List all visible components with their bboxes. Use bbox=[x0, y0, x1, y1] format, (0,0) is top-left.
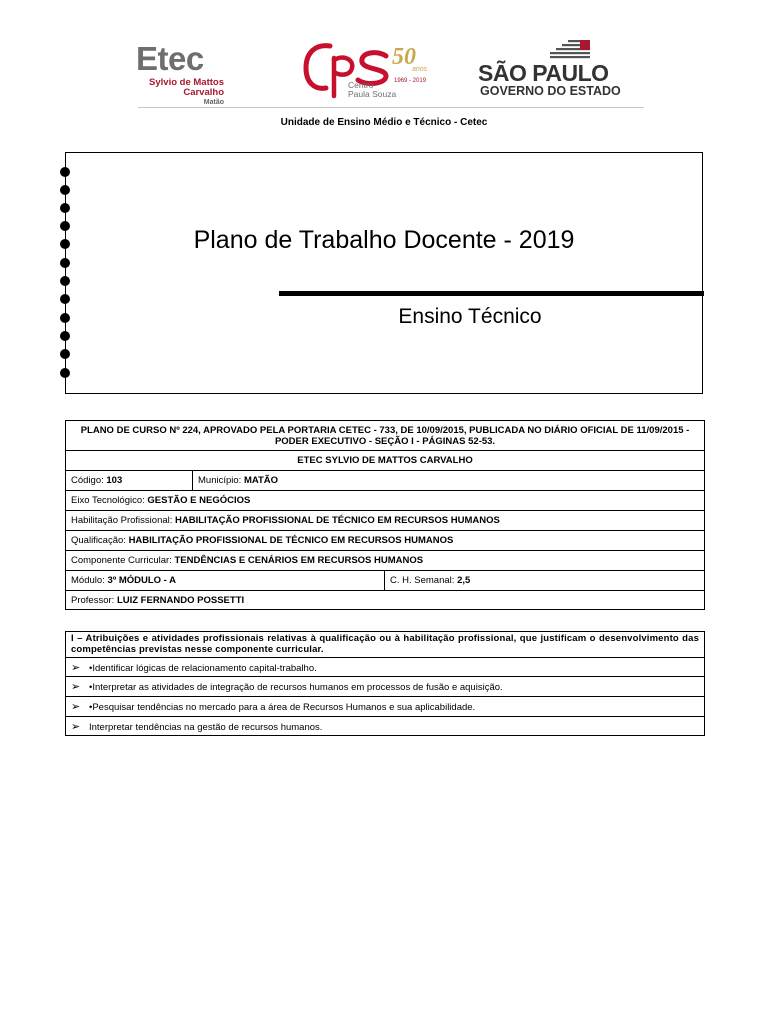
etec-logo-city: Matão bbox=[203, 99, 224, 106]
binder-ring bbox=[60, 258, 70, 268]
list-item bbox=[66, 697, 705, 717]
table-row bbox=[66, 471, 705, 491]
attribution-text: •Pesquisar tendências no mercado para a área de Recursos Humanos e sua aplicabilidade. bbox=[89, 702, 476, 713]
code-label: Código: bbox=[71, 475, 107, 486]
title-box bbox=[65, 152, 703, 394]
course-info-table bbox=[65, 420, 705, 610]
city-label: Município: bbox=[198, 475, 244, 486]
qualification-cell bbox=[66, 531, 705, 551]
attribution-item bbox=[66, 717, 705, 736]
course-plan-cell: PLANO DE CURSO Nº 224, APROVADO PELA PORTARIA CETEC - 733, DE 10/09/2015, PUBLICADA NO DIÁRIO OFICIAL DE 11/09/2015 - PODER EXECUTIVO - SEÇÃO I - PÁGINAS 52-53. bbox=[66, 421, 705, 451]
module-value: 3º MÓDULO - A bbox=[107, 575, 176, 586]
code-cell bbox=[66, 471, 193, 491]
list-item bbox=[66, 717, 705, 736]
attribution-item bbox=[66, 677, 705, 697]
table-row bbox=[66, 551, 705, 571]
binder-ring bbox=[60, 349, 70, 359]
title-divider bbox=[279, 291, 704, 296]
etec-logo-school-line1: Sylvio de Mattos bbox=[149, 77, 224, 88]
city-value: MATÃO bbox=[243, 475, 279, 486]
habilitation-cell bbox=[66, 511, 705, 531]
unit-heading: Unidade de Ensino Médio e Técnico - Cetec bbox=[280, 117, 488, 128]
binder-ring bbox=[60, 185, 70, 195]
page-title: Plano de Trabalho Docente - 2019 bbox=[193, 226, 575, 254]
component-label: Componente Curricular: bbox=[71, 555, 175, 566]
qualification-value: HABILITAÇÃO PROFISSIONAL DE TÉCNICO EM RECURSOS HUMANOS bbox=[128, 535, 454, 546]
professor-value: LUIZ FERNANDO POSSETTI bbox=[116, 594, 245, 606]
sao-paulo-logo bbox=[478, 40, 630, 102]
sao-paulo-logo-subtitle: GOVERNO DO ESTADO bbox=[480, 84, 621, 98]
attributions-table bbox=[65, 631, 705, 736]
axis-label: Eixo Tecnológico: bbox=[71, 495, 148, 506]
arrow-bullet-icon: ➢ bbox=[71, 701, 81, 713]
table-row bbox=[66, 491, 705, 511]
sao-paulo-logo-name: SÃO PAULO bbox=[478, 60, 609, 86]
etec-logo bbox=[136, 42, 228, 108]
code-value: 103 bbox=[106, 475, 123, 486]
attribution-text: •Interpretar as atividades de integração de recursos humanos em processos de fusão e aquisição. bbox=[89, 682, 503, 693]
cps-logo-org-line2: Paula Souza bbox=[348, 89, 397, 99]
etec-logo-wordmark: Etec bbox=[136, 40, 204, 77]
attribution-item bbox=[66, 697, 705, 717]
arrow-bullet-icon: ➢ bbox=[71, 720, 81, 733]
etec-logo-school-line2: Carvalho bbox=[183, 87, 224, 98]
list-item bbox=[66, 658, 705, 677]
table-row bbox=[66, 632, 705, 658]
attribution-text: Interpretar tendências na gestão de recursos humanos. bbox=[89, 721, 323, 733]
table-row bbox=[66, 571, 705, 591]
weekly-hours-label: C. H. Semanal: bbox=[390, 575, 458, 586]
binder-ring bbox=[60, 276, 70, 286]
module-cell bbox=[66, 571, 385, 591]
cps-logo-years: 1969 - 2019 bbox=[394, 78, 427, 84]
sao-paulo-flag-icon bbox=[550, 40, 590, 62]
professor-cell bbox=[66, 591, 705, 610]
table-row bbox=[66, 421, 705, 451]
school-name-cell: ETEC SYLVIO DE MATTOS CARVALHO bbox=[66, 451, 705, 471]
cps-logo-anniversary-word: anos bbox=[412, 66, 428, 73]
table-row bbox=[66, 511, 705, 531]
professor-label: Professor: bbox=[71, 594, 117, 606]
table-row bbox=[66, 451, 705, 471]
habilitation-label: Habilitação Profissional: bbox=[71, 515, 176, 526]
weekly-hours-value: 2,5 bbox=[457, 575, 471, 586]
page-subtitle: Ensino Técnico bbox=[398, 305, 542, 328]
binder-ring bbox=[60, 203, 70, 213]
binder-ring bbox=[60, 313, 70, 323]
component-value: TENDÊNCIAS E CENÁRIOS EM RECURSOS HUMANOS bbox=[174, 555, 424, 566]
qualification-label: Qualificação: bbox=[71, 535, 129, 546]
cps-logo-org-line1: Centro bbox=[348, 80, 374, 90]
axis-value: GESTÃO E NEGÓCIOS bbox=[147, 495, 251, 506]
weekly-hours-cell bbox=[385, 571, 705, 591]
cps-logo-anniversary: 50 bbox=[392, 44, 416, 70]
habilitation-value: HABILITAÇÃO PROFISSIONAL DE TÉCNICO EM RECURSOS HUMANOS bbox=[175, 515, 500, 526]
arrow-bullet-icon: ➢ bbox=[71, 661, 81, 674]
header-divider bbox=[138, 107, 644, 108]
binder-ring bbox=[60, 331, 70, 341]
table-row bbox=[66, 531, 705, 551]
cps-logo bbox=[300, 38, 440, 102]
binder-ring bbox=[60, 167, 70, 177]
attribution-text: •Identificar lógicas de relacionamento capital-trabalho. bbox=[89, 662, 317, 674]
attributions-heading: I – Atribuições e atividades profissionais relativas à qualificação ou à habilitação profissional, que justificam o desenvolvimento das competências previstas nesse componente curricular. bbox=[66, 632, 705, 658]
binder-ring bbox=[60, 294, 70, 304]
axis-cell bbox=[66, 491, 705, 511]
component-cell bbox=[66, 551, 705, 571]
table-row bbox=[66, 591, 705, 610]
list-item bbox=[66, 677, 705, 697]
module-label: Módulo: bbox=[71, 575, 108, 586]
binder-ring bbox=[60, 368, 70, 378]
arrow-bullet-icon: ➢ bbox=[71, 681, 81, 693]
attribution-item bbox=[66, 658, 705, 677]
city-cell bbox=[193, 471, 705, 491]
